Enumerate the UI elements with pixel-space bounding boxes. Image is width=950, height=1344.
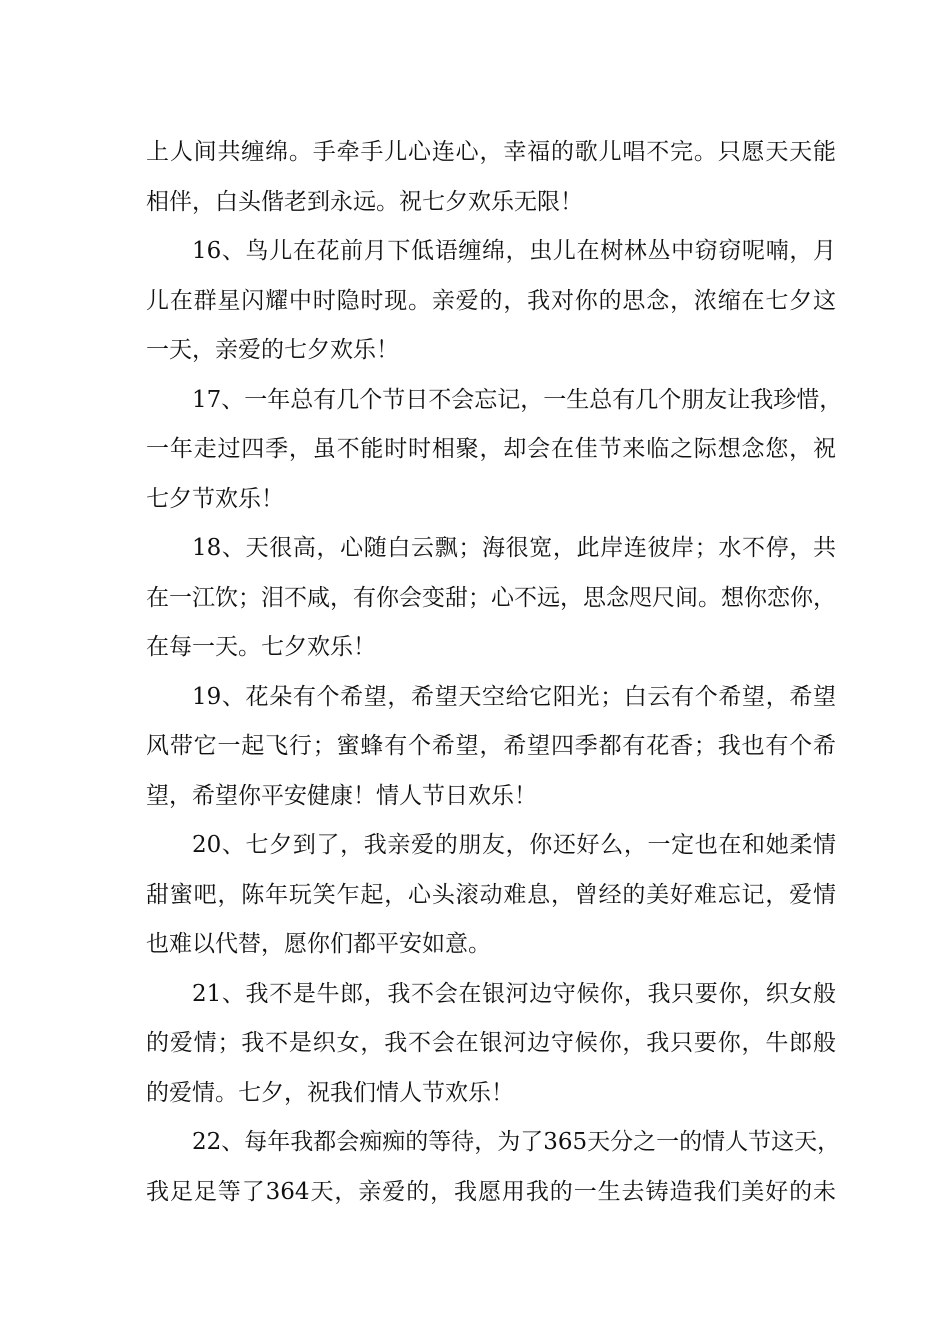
text-line: 18、天很高，心随白云飘；海很宽，此岸连彼岸；水不停，共 <box>192 535 836 561</box>
document-body <box>146 128 843 1217</box>
text-line: 上人间共缠绵。手牵手儿心连心，幸福的歌儿唱不完。只愿天天能 <box>146 139 836 165</box>
text-line: 17、一年总有几个节日不会忘记，一生总有几个朋友让我珍惜， <box>192 386 843 413</box>
text-line: 一年走过四季，虽不能时时相聚，却会在佳节来临之际想念您，祝 <box>146 436 836 462</box>
paragraph <box>146 376 843 525</box>
text-line: 也难以代替，愿你们都平安如意。 <box>146 931 491 957</box>
paragraph <box>146 227 836 376</box>
text-line: 望，希望你平安健康！情人节日欢乐！ <box>146 782 537 809</box>
text-line: 七夕节欢乐！ <box>146 485 284 512</box>
text-line: 甜蜜吧，陈年玩笑乍起，心头滚动难息，曾经的美好难忘记，爱情 <box>146 881 836 908</box>
text-line: 一天，亲爱的七夕欢乐！ <box>146 337 399 363</box>
text-line: 20、七夕到了，我亲爱的朋友，你还好么，一定也在和她柔情 <box>192 832 836 858</box>
paragraph <box>146 1118 841 1217</box>
text-line: 相伴，白头偕老到永远。祝七夕欢乐无限！ <box>146 188 583 215</box>
text-line: 在每一天。七夕欢乐！ <box>146 634 376 660</box>
text-line: 22、每年我都会痴痴的等待，为了365天分之一的情人节这天， <box>192 1129 841 1155</box>
paragraph <box>146 524 836 673</box>
text-line: 在一江饮；泪不咸，有你会变甜；心不远，思念咫尺间。想你恋你， <box>146 584 836 611</box>
text-line: 风带它一起飞行；蜜蜂有个希望，希望四季都有花香；我也有个希 <box>146 733 836 759</box>
text-line: 的爱情；我不是织女，我不会在银河边守候你，我只要你，牛郎般 <box>146 1030 836 1056</box>
text-line: 的爱情。七夕，祝我们情人节欢乐！ <box>146 1079 514 1106</box>
paragraph <box>146 128 836 227</box>
paragraph <box>146 673 836 822</box>
paragraph <box>146 970 836 1119</box>
text-line: 儿在群星闪耀中时隐时现。亲爱的，我对你的思念，浓缩在七夕这 <box>146 287 836 314</box>
paragraph <box>146 821 836 970</box>
text-line: 19、花朵有个希望，希望天空给它阳光；白云有个希望，希望 <box>192 683 836 710</box>
text-line: 21、我不是牛郎，我不会在银河边守候你，我只要你，织女般 <box>192 980 836 1007</box>
text-line: 我足足等了364天，亲爱的，我愿用我的一生去铸造我们美好的未 <box>146 1178 836 1205</box>
text-line: 16、鸟儿在花前月下低语缠绵，虫儿在树林丛中窃窃呢喃，月 <box>192 238 836 264</box>
